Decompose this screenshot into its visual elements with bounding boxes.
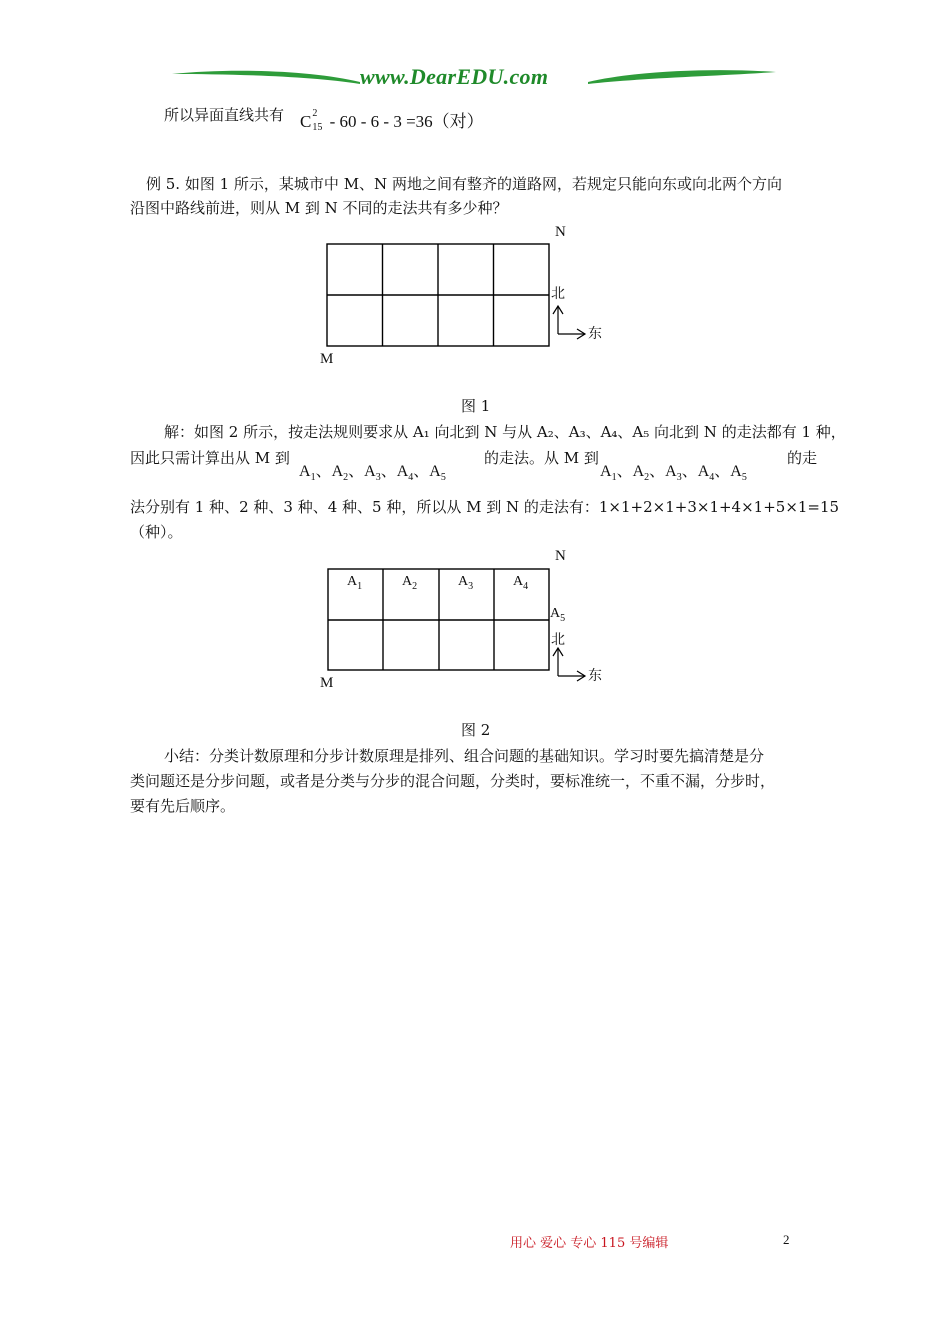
north-label: 北 <box>551 632 565 648</box>
example-line-1: 例 5. 如图 1 所示，某城市中 M、N 两地之间有整齐的道路网，若规定只能向东或向北两个方向 <box>146 175 782 193</box>
figure-1-grid <box>300 220 630 380</box>
page-number: 2 <box>783 1232 790 1247</box>
solution-text-b: 的走法。从 M 到 <box>484 449 599 467</box>
figure-1 <box>300 220 630 380</box>
summary-line-3: 要有先后顺序。 <box>130 797 236 815</box>
solution-text-c: 的走 <box>787 449 818 467</box>
site-logo[interactable]: www.DearEDU.com <box>360 64 549 89</box>
figure-2 <box>300 544 630 704</box>
answer-prefix: 所以异面直线共有 <box>164 106 285 124</box>
label-N: N <box>555 548 566 564</box>
a-sequence-2: $A_1$、$A_2$、$A_3$、$A_4$、$A_5$ <box>600 463 747 484</box>
figure-2-caption: 图 2 <box>461 721 491 739</box>
label-M: M <box>320 675 334 691</box>
solution-line-2 <box>130 446 290 470</box>
label-M: M <box>320 351 334 367</box>
summary-line-1: 小结：分类计数原理和分步计数原理是排列、组合问题的基础知识。学习时要先搞清楚是分 <box>164 747 765 765</box>
cell-label-a5: $A_5$ <box>550 606 566 624</box>
a-sequence-1: $A_1$、$A_2$、$A_3$、$A_4$、$A_5$ <box>299 463 446 484</box>
figure-2-grid <box>300 544 630 704</box>
combination-symbol: C <box>300 112 312 131</box>
east-label: 东 <box>588 668 602 684</box>
cell-label-a1: $A_1$ <box>347 574 363 592</box>
combination-sup: 2 <box>312 108 318 119</box>
answer-line <box>164 103 284 127</box>
solution-line-3: 法分别有 1 种、2 种、3 种、4 种、5 种，所以从 M 到 N 的走法有：1×1+2×1+3×1+4×1+5×1=15 <box>130 498 840 516</box>
label-N: N <box>555 224 566 240</box>
example-line-2: 沿图中路线前进，则从 M 到 N 不同的走法共有多少种？ <box>130 199 508 217</box>
east-label: 东 <box>588 326 602 342</box>
solution-line-4: （种）。 <box>130 523 183 541</box>
summary-line-2: 类问题还是分步问题，或者是分类与分步的混合问题，分类时，要标准统一，不重不漏，分步时， <box>130 772 776 790</box>
header-banner <box>170 60 780 96</box>
north-label: 北 <box>551 286 565 302</box>
cell-label-a4: $A_4$ <box>513 574 529 592</box>
cell-label-a3: $A_3$ <box>458 574 474 592</box>
cell-label-a2: $A_2$ <box>402 574 418 592</box>
combination-result: - 60 - 6 - 3 =36（对） <box>325 112 484 131</box>
combination-sub: 15 <box>312 122 323 133</box>
footer-editor-note: 用心 爱心 专心 115 号编辑 <box>510 1236 669 1251</box>
figure-1-caption: 图 1 <box>461 397 491 415</box>
solution-text-a: 因此只需计算出从 M 到 <box>130 449 290 467</box>
combination-expression <box>300 107 484 132</box>
solution-line-1: 解：如图 2 所示，按走法规则要求从 A₁ 向北到 N 与从 A₂、A₃、A₄、A₅ 向北到 N 的走法都有 1 种， <box>164 423 846 441</box>
